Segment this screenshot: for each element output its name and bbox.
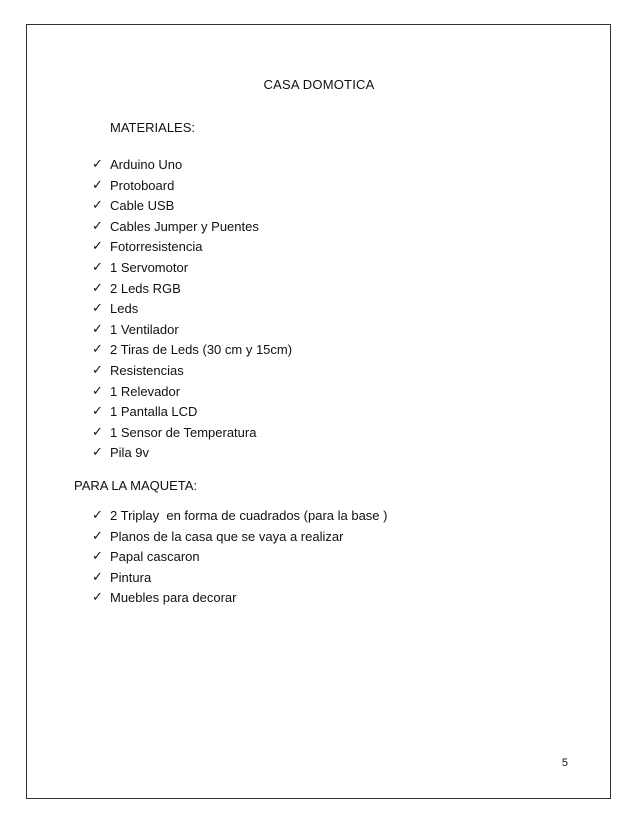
check-icon: ✓ (92, 445, 103, 461)
check-icon: ✓ (92, 280, 103, 296)
list-item (92, 279, 292, 300)
list-item-text: 2 Tiras de Leds (30 cm y 15cm) (110, 342, 293, 358)
list-item (92, 547, 387, 568)
check-icon: ✓ (92, 590, 103, 606)
list-item-text: Pintura (110, 569, 152, 585)
list-item-text: Cable USB (110, 198, 175, 214)
list-item-text: Fotorresistencia (110, 239, 203, 255)
list-item-text: Protoboard (110, 177, 175, 193)
list-item (92, 527, 387, 548)
list-item (92, 506, 387, 527)
check-icon: ✓ (92, 508, 103, 523)
list-item-text: Planos de la casa que se vaya a realizar (110, 528, 344, 544)
list-item-text: Arduino Uno (110, 157, 183, 172)
list-item (92, 443, 292, 464)
check-icon: ✓ (92, 218, 103, 234)
check-icon: ✓ (92, 342, 103, 358)
list-item-text: 1 Pantalla LCD (110, 404, 198, 420)
check-icon: ✓ (92, 259, 103, 275)
list-item-text: Resistencias (110, 362, 184, 378)
list-item-text: 1 Ventilador (110, 321, 179, 337)
list-item-text: 2 Leds RGB (110, 280, 181, 296)
list-item (92, 588, 387, 609)
list-item-text: 1 Servomotor (110, 259, 189, 275)
check-icon: ✓ (92, 424, 103, 440)
list-item-text: Papal cascaron (110, 549, 200, 565)
list-item (92, 361, 292, 382)
list-item (92, 340, 292, 361)
materials-list (92, 155, 292, 464)
list-item (92, 382, 292, 403)
list-item-text: 1 Relevador (110, 383, 181, 399)
maqueta-heading: PARA LA MAQUETA: (74, 478, 198, 493)
list-item-text: Muebles para decorar (110, 590, 237, 606)
list-item (92, 155, 292, 176)
materials-heading: MATERIALES: (110, 120, 196, 135)
page-number: 5 (561, 757, 568, 769)
check-icon: ✓ (92, 404, 103, 420)
list-item (92, 258, 292, 279)
check-icon: ✓ (92, 198, 103, 214)
list-item-text: Leds (110, 301, 139, 317)
check-icon: ✓ (92, 177, 103, 193)
list-item (92, 320, 292, 341)
list-item (92, 217, 292, 238)
check-icon: ✓ (92, 157, 103, 172)
document-title: CASA DOMOTICA (263, 77, 375, 92)
check-icon: ✓ (92, 362, 103, 378)
list-item (92, 176, 292, 197)
list-item-text: Pila 9v (110, 445, 150, 461)
list-item (92, 568, 387, 589)
check-icon: ✓ (92, 549, 103, 565)
check-icon: ✓ (92, 569, 103, 585)
list-item (92, 402, 292, 423)
list-item-text: 2 Triplay en forma de cuadrados (para la base ) (110, 508, 388, 523)
maqueta-list (92, 506, 387, 609)
list-item (92, 299, 292, 320)
list-item-text: 1 Sensor de Temperatura (110, 424, 257, 440)
list-item-text: Cables Jumper y Puentes (110, 218, 259, 234)
check-icon: ✓ (92, 383, 103, 399)
list-item (92, 237, 292, 258)
list-item (92, 423, 292, 444)
check-icon: ✓ (92, 528, 103, 544)
check-icon: ✓ (92, 301, 103, 317)
check-icon: ✓ (92, 239, 103, 255)
list-item (92, 196, 292, 217)
check-icon: ✓ (92, 321, 103, 337)
